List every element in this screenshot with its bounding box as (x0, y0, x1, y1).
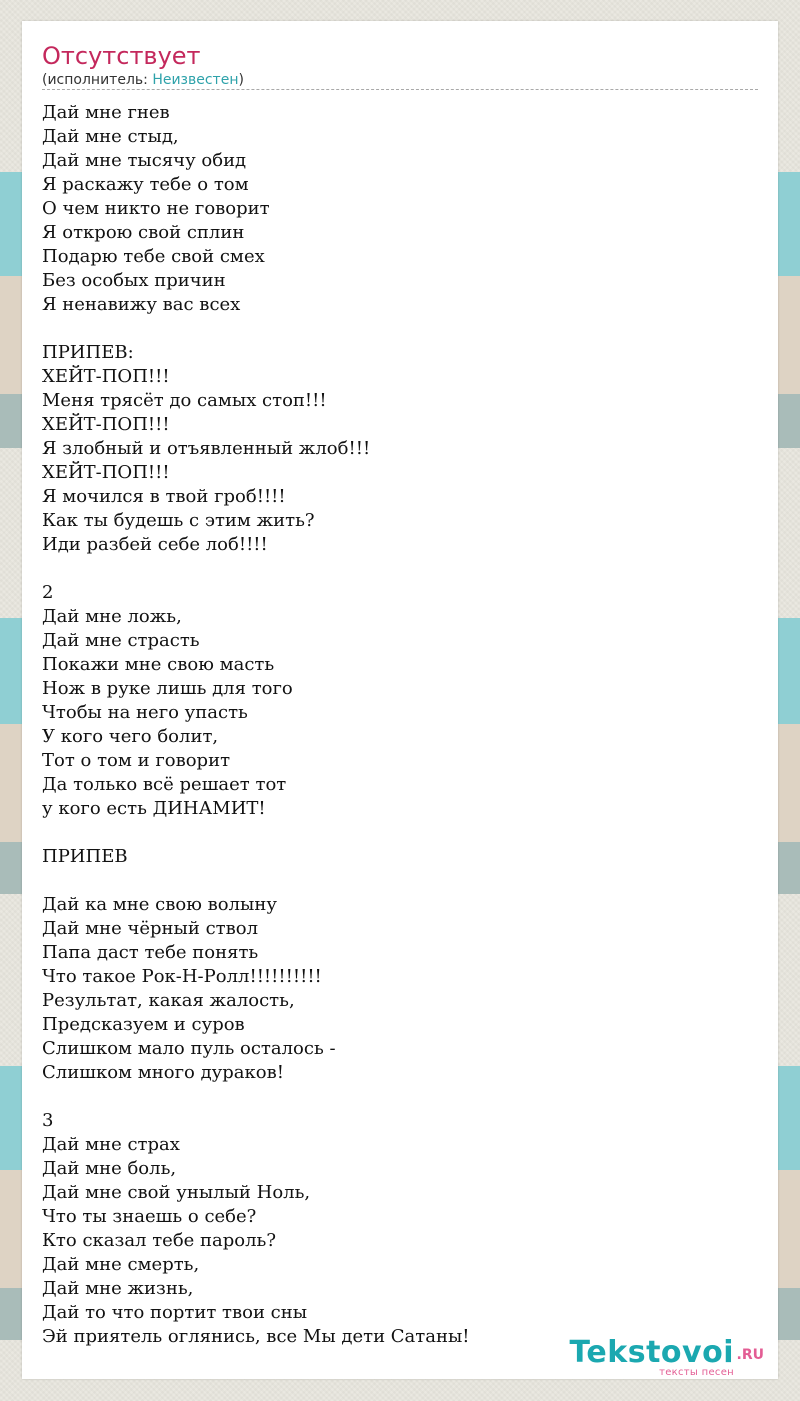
lyric-line: Я злобный и отъявленный жлоб!!! (42, 438, 371, 459)
logo-tld: .RU (736, 1347, 764, 1363)
lyric-line: Папа даст тебе понять (42, 942, 259, 963)
lyric-line: Дай мне боль, (42, 1158, 177, 1179)
lyric-line: Иди разбей себе лоб!!!! (42, 534, 268, 555)
logo-name: Tekstovoi (569, 1335, 734, 1370)
lyric-line: Тот о том и говорит (42, 750, 231, 771)
lyric-line: ХЕЙТ-ПОП!!! (42, 414, 170, 435)
lyric-line (42, 821, 758, 845)
lyric-line: Нож в руке лишь для того (42, 678, 293, 699)
lyric-line: У кого чего болит, (42, 726, 219, 747)
lyric-line: Слишком много дураков! (42, 1062, 284, 1083)
logo-tagline: тексты песен (659, 1367, 734, 1378)
lyric-line: Я раскажу тебе о том (42, 174, 249, 195)
artist-line (42, 71, 244, 89)
lyric-line: Дай мне тысячу обид (42, 150, 247, 171)
lyric-line: Дай мне чёрный ствол (42, 918, 259, 939)
lyric-line: Я ненавижу вас всех (42, 294, 241, 315)
artist-prefix: (исполнитель: (42, 72, 153, 88)
lyric-line: ПРИПЕВ: (42, 342, 134, 363)
song-title: Отсутствует (42, 42, 201, 70)
lyric-line: Слишком мало пуль осталось - (42, 1038, 336, 1059)
lyrics-text (42, 101, 758, 1349)
lyric-line: ХЕЙТ-ПОП!!! (42, 366, 170, 387)
lyric-line: Дай мне жизнь, (42, 1278, 194, 1299)
lyric-line: Дай то что портит твои сны (42, 1302, 308, 1323)
title-divider (42, 89, 758, 90)
lyric-line: Да только всё решает тот (42, 774, 287, 795)
lyrics-card (22, 21, 778, 1379)
artist-suffix: ) (238, 72, 244, 88)
lyric-line (42, 317, 758, 341)
lyric-line: ХЕЙТ-ПОП!!! (42, 462, 170, 483)
lyric-line: Как ты будешь с этим жить? (42, 510, 315, 531)
lyric-line: Дай мне страсть (42, 630, 200, 651)
lyric-line: Результат, какая жалость, (42, 990, 295, 1011)
lyric-line: Дай мне свой унылый Ноль, (42, 1182, 311, 1203)
lyric-line (42, 557, 758, 581)
lyric-line: у кого есть ДИНАМИТ! (42, 798, 266, 819)
lyric-line: Дай мне ложь, (42, 606, 182, 627)
lyric-line: О чем никто не говорит (42, 198, 270, 219)
artist-link[interactable]: Неизвестен (152, 72, 239, 88)
lyric-line: Дай мне страх (42, 1134, 180, 1155)
lyric-line: Дай мне стыд, (42, 126, 179, 147)
lyric-line: Что такое Рок-Н-Ролл!!!!!!!!!! (42, 966, 322, 987)
lyric-line: Кто сказал тебе пароль? (42, 1230, 277, 1251)
lyric-line: Что ты знаешь о себе? (42, 1206, 257, 1227)
lyric-line (42, 869, 758, 893)
lyric-line: Дай мне гнев (42, 102, 170, 123)
lyric-line: Меня трясёт до самых стоп!!! (42, 390, 327, 411)
lyric-line: ПРИПЕВ (42, 846, 128, 867)
lyric-line: Дай ка мне свою волыну (42, 894, 277, 915)
lyric-line: Я мочился в твой гроб!!!! (42, 486, 286, 507)
lyric-line: Эй приятель оглянись, все Мы дети Сатаны! (42, 1326, 470, 1347)
lyric-line: 2 (42, 582, 54, 603)
lyric-line (42, 1085, 758, 1109)
site-logo[interactable] (560, 1337, 770, 1377)
lyric-line: Чтобы на него упасть (42, 702, 248, 723)
lyric-line: Подарю тебе свой смех (42, 246, 265, 267)
lyric-line: Без особых причин (42, 270, 226, 291)
lyric-line: Я открою свой сплин (42, 222, 245, 243)
lyric-line: Покажи мне свою масть (42, 654, 275, 675)
lyric-line: Предсказуем и суров (42, 1014, 245, 1035)
lyric-line: 3 (42, 1110, 54, 1131)
lyric-line: Дай мне смерть, (42, 1254, 200, 1275)
